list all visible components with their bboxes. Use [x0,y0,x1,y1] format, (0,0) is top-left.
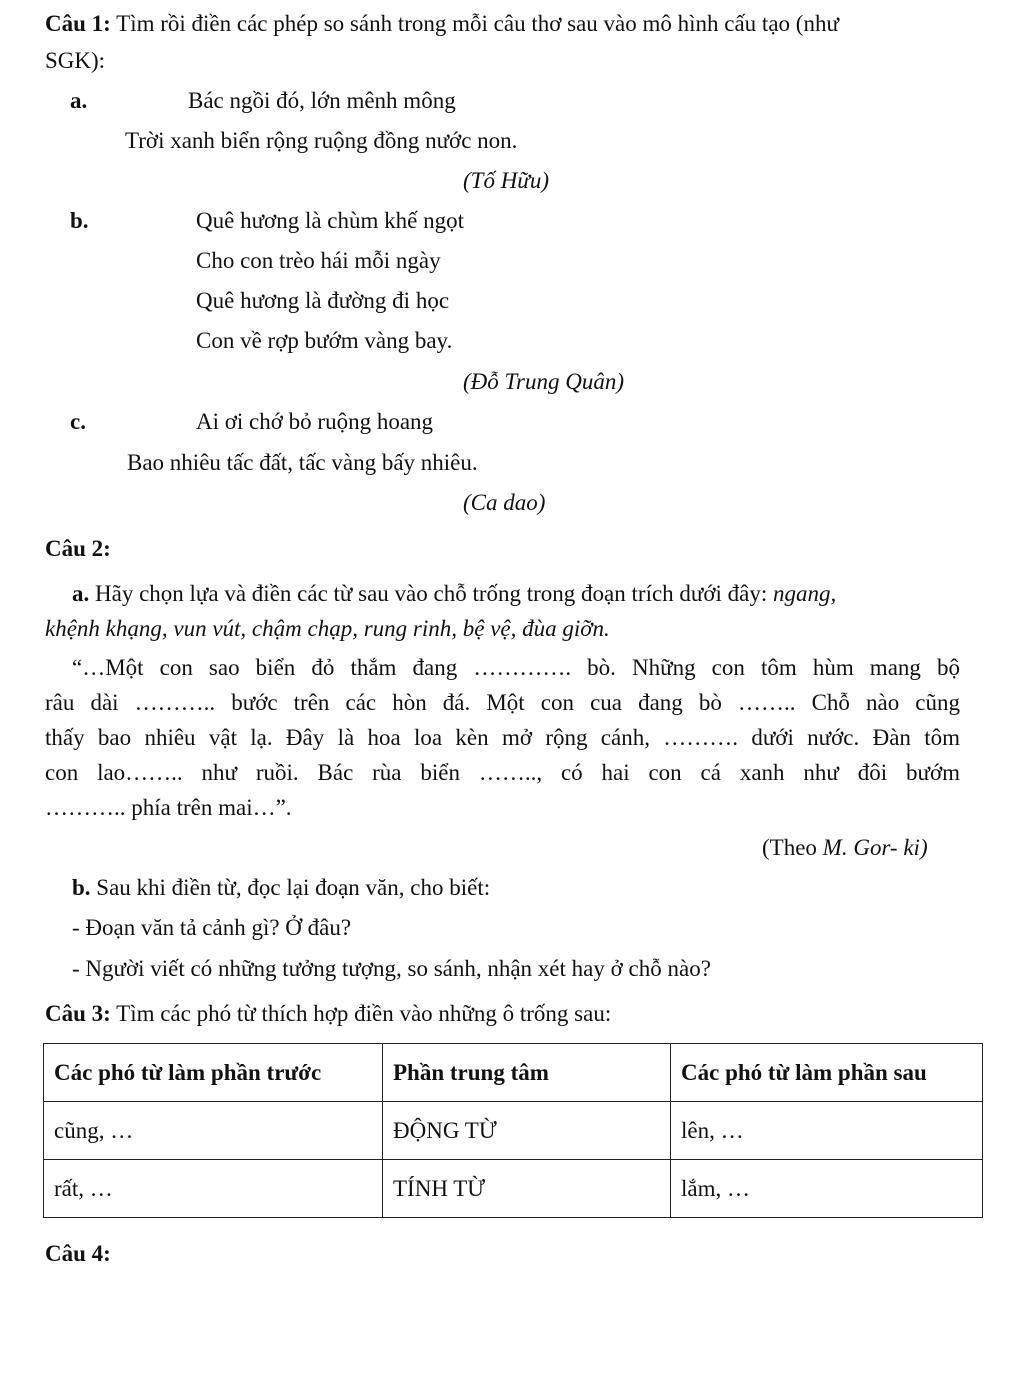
poem-line: Quê hương là đường đi học [196,288,450,313]
table-cell: cũng, … [44,1102,383,1160]
q2-label: Câu 2: [45,536,111,561]
table-header: Phần trung tâm [383,1044,671,1102]
q3-prompt: Câu 3: Tìm các phó từ thích hợp điền vào những ô trống sau: [45,1001,612,1026]
q1-prompt: Câu 1: Tìm rồi điền các phép so sánh trong mỗi câu thơ sau vào mô hình cấu tạo (như [45,11,839,36]
q2b-question: - Đoạn văn tả cảnh gì? Ở đâu? [72,915,352,940]
poem-line: Ai ơi chớ bỏ ruộng hoang [196,409,434,434]
passage-line: thấy bao nhiêu vật lạ. Đây là hoa loa kèn mở rộng cánh, ………. dưới nước. Đàn tôm [45,725,960,750]
poem-line: Cho con trèo hái mỗi ngày [196,248,441,273]
passage-line: “…Một con sao biển đỏ thắm đang …………. bò. Những con tôm hùm mang bộ [72,655,960,680]
poem-author: (Tố Hữu) [463,168,550,193]
passage-line: con lao…….. như ruồi. Bác rùa biển …….., có hai con cá xanh như đôi bướm [45,760,960,785]
q1a-label: a. [70,88,88,113]
poem-line: Con về rợp bướm vàng bay. [196,328,453,353]
q2b-prompt: b. Sau khi điền từ, đọc lại đoạn văn, cho biết: [72,875,491,900]
q1b-label: b. [70,208,89,233]
q2a-word-list: khệnh khạng, vun vút, chậm chạp, rung rinh, bệ vệ, đùa giỡn. [45,616,610,641]
poem-author: (Ca dao) [463,490,546,515]
adverb-table [43,1043,983,1218]
poem-line: Trời xanh biển rộng ruộng đồng nước non. [125,128,518,153]
q1-prompt-cont: SGK): [45,48,106,73]
table-row [44,1160,983,1218]
table-cell: lắm, … [671,1160,983,1218]
q2b-question: - Người viết có những tưởng tượng, so sánh, nhận xét hay ở chỗ nào? [72,956,711,981]
table-row [44,1102,983,1160]
q4-label: Câu 4: [45,1241,111,1266]
table-header: Các phó từ làm phần sau [671,1044,983,1102]
table-header-row [44,1044,983,1102]
q1-label: Câu 1: [45,11,111,36]
q3-label: Câu 3: [45,1001,111,1026]
table-cell: lên, … [671,1102,983,1160]
table-cell: rất, … [44,1160,383,1218]
poem-line: Quê hương là chùm khế ngọt [196,208,464,233]
passage-line: ……….. phía trên mai…”. [45,795,292,820]
table-header: Các phó từ làm phần trước [44,1044,383,1102]
poem-line: Bao nhiêu tấc đất, tấc vàng bấy nhiêu. [127,450,478,475]
poem-line: Bác ngồi đó, lớn mênh mông [188,88,456,113]
poem-author: (Đỗ Trung Quân) [463,369,625,394]
table-cell: ĐỘNG TỪ [383,1102,671,1160]
passage-source: (Theo M. Gor- ki) [762,835,928,860]
passage-line: râu dài ……….. bước trên các hòn đá. Một con cua đang bò …….. Chỗ nào cũng [45,690,960,715]
table-cell: TÍNH TỪ [383,1160,671,1218]
q2a-prompt: a. Hãy chọn lựa và điền các từ sau vào chỗ trống trong đoạn trích dưới đây: ngang, [72,581,837,606]
q1c-label: c. [70,409,86,434]
